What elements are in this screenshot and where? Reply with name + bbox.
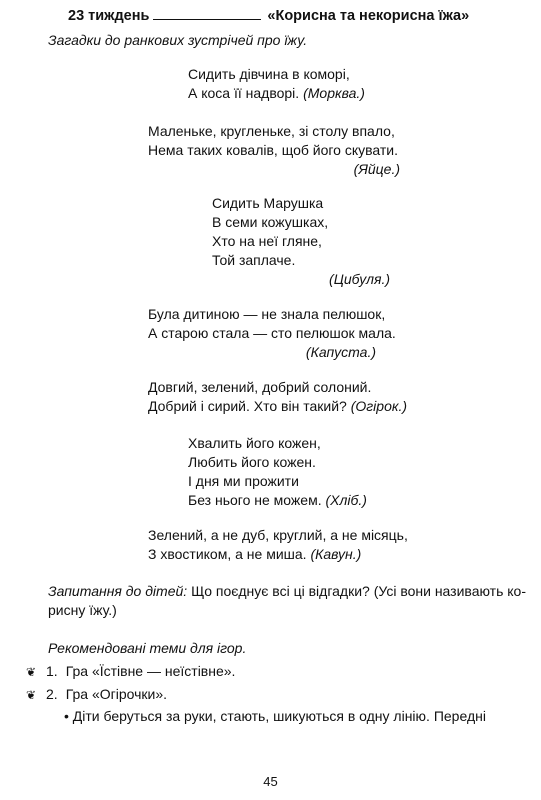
riddle-line: Хвалить його кожен, [188, 435, 321, 451]
riddle-line: Сидить Марушка [212, 195, 324, 211]
riddle-answer: (Цибуля.) [329, 271, 390, 287]
week-label: 23 тиждень [68, 8, 150, 24]
page-number: 45 [263, 774, 278, 789]
game-label: Гра «Огірочки». [65, 686, 168, 702]
riddle-line: Маленьке, кругленьке, зі столу впало, [148, 123, 395, 139]
question-text: Що поєднує всі ці відгадки? (Усі вони називають ко- [191, 583, 527, 599]
riddle-line: А старою стала — сто пелюшок мала. [148, 325, 396, 341]
riddle-answer: (Хліб.) [325, 492, 367, 508]
riddle-line: Сидить дівчина в коморі, [188, 66, 350, 82]
riddle-line: Нема таких ковалів, щоб його скувати. [148, 142, 399, 158]
game-label: Гра «Їстівне — неїстівне». [65, 663, 236, 679]
riddle-line: Хто на неї гляне, [212, 233, 322, 249]
riddle-line: Той заплаче. [212, 252, 296, 268]
topic-title: «Корисна та некорисна їжа» [267, 8, 470, 24]
riddle-line: З хвостиком, а не миша. (Кавун.) [148, 546, 362, 562]
game-instruction: • Діти беруться за руки, стають, шикуються в одну лінію. Передні [64, 708, 486, 724]
game-item-2 [26, 686, 167, 702]
riddle-watermelon [148, 526, 408, 564]
riddle-cucumber [148, 378, 407, 416]
riddle-cabbage [148, 305, 396, 362]
riddle-line: Довгий, зелений, добрий солоний. [148, 379, 372, 395]
riddle-line: Добрий і сирий. Хто він такий? (Огірок.) [148, 398, 408, 414]
riddle-line: Без нього не можем. (Хліб.) [188, 492, 367, 508]
apple-icon: ❦ [26, 688, 37, 702]
page-header [68, 8, 469, 24]
riddle-line: А коса її надворі. (Морква.) [188, 85, 365, 101]
riddle-bread [188, 434, 367, 510]
header-blank-line [153, 8, 261, 20]
question-label: Запитання до дітей: [48, 583, 188, 599]
riddle-carrot [188, 65, 365, 103]
riddle-line: Зелений, а не дуб, круглий, а не місяць, [148, 527, 408, 543]
riddle-answer: (Морква.) [303, 85, 365, 101]
game-item-1 [26, 663, 235, 679]
riddle-onion [212, 194, 390, 289]
riddle-egg [148, 122, 400, 179]
riddle-answer: (Кавун.) [310, 546, 362, 562]
riddle-answer: (Огірок.) [350, 398, 408, 414]
riddle-answer: (Капуста.) [305, 344, 376, 360]
question-block [48, 582, 526, 620]
riddle-line: Була дитиною — не знала пелюшок, [148, 306, 386, 322]
riddle-line: Любить його кожен. [188, 454, 316, 470]
game-number: 1. [46, 663, 58, 679]
riddle-answer: (Яйце.) [353, 161, 400, 177]
riddle-line: І дня ми прожити [188, 473, 299, 489]
game-number: 2. [46, 686, 58, 702]
riddle-line: В семи кожушках, [212, 214, 329, 230]
recommended-topics-heading: Рекомендовані теми для ігор. [48, 640, 247, 656]
apple-icon: ❦ [26, 665, 37, 679]
question-text-continued: рисну їжу.) [48, 602, 117, 618]
riddles-subtitle: Загадки до ранкових зустрічей про їжу. [48, 32, 308, 48]
